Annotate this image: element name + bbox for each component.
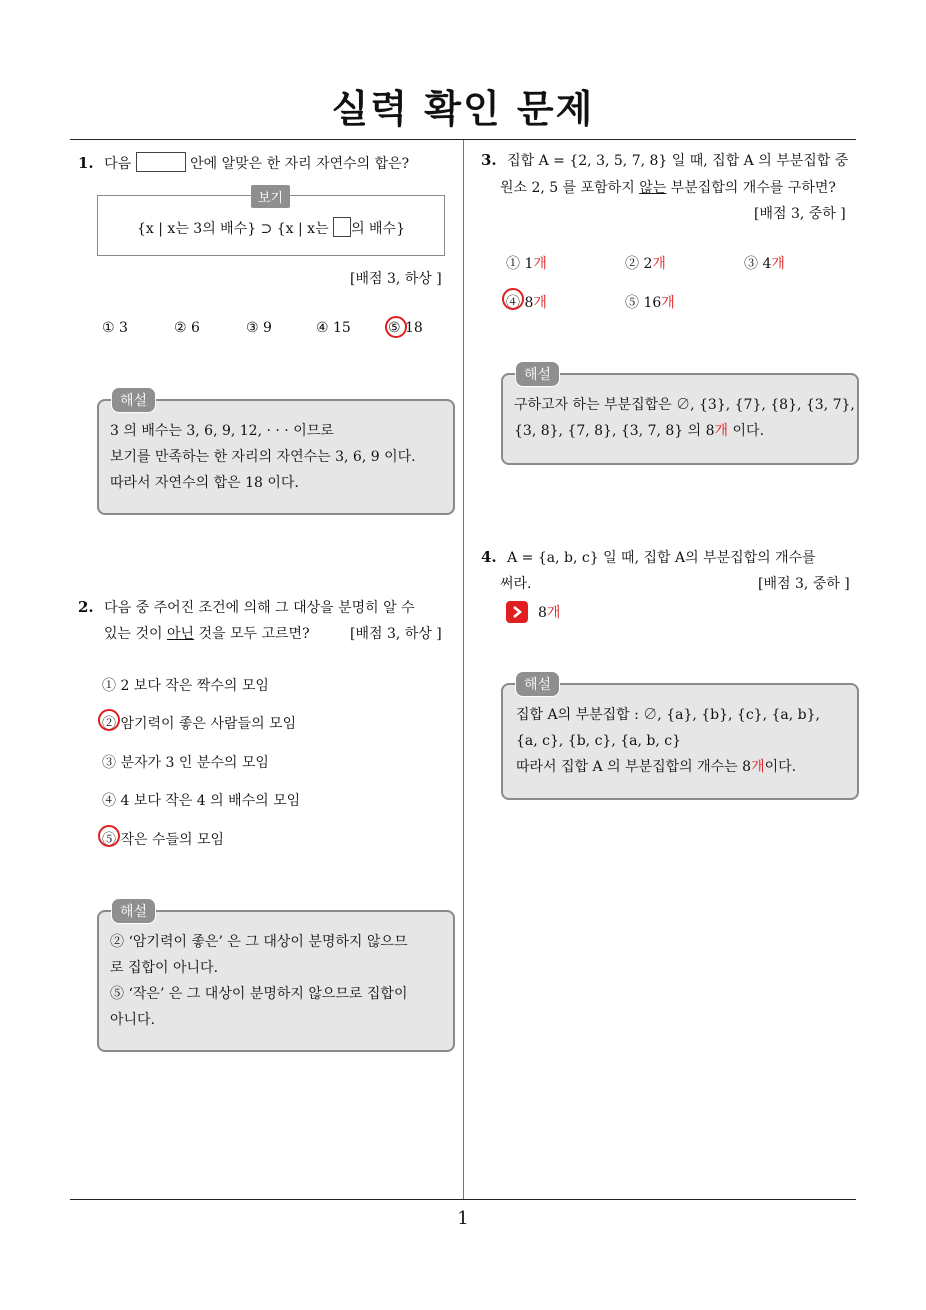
bogi-label: 보기 xyxy=(251,185,290,208)
q2-choice-4[interactable]: ④ 4 보다 작은 4 의 배수의 모임 xyxy=(102,793,301,809)
q4-number: 4. xyxy=(481,548,497,566)
q2-choice-2[interactable]: ② 암기력이 좋은 사람들의 모임 xyxy=(102,716,297,732)
page-title: 실력 확인 문제 xyxy=(331,87,595,131)
q1-solution-label: 해설 xyxy=(111,387,156,413)
answer-circle-mark xyxy=(98,825,120,847)
q3-question-line2: 원소 2, 5 를 포함하지 않는 부분집합의 개수를 구하면? xyxy=(500,180,836,196)
q3-question-line1: 3. 집합 A = {2, 3, 5, 7, 8} 일 때, 집합 A 의 부분집합 중 xyxy=(481,151,849,169)
q3-choice-3[interactable]: ③ 4개 xyxy=(744,256,785,272)
bottom-rule xyxy=(70,1199,856,1200)
q1-solution-text: 3 의 배수는 3, 6, 9, 12, · · · 이므로 보기를 만족하는 한 자리의 자연수는 3, 6, 9 이다. 따라서 자연수의 합은 18 이다. xyxy=(110,423,416,491)
bogi-content: {x | x는 3의 배수} ⊃ {x | x는 의 배수} xyxy=(97,217,445,238)
q1-choice-5[interactable]: ⑤ 18 xyxy=(388,320,423,336)
q1-score: [배점 3, 하상 ] xyxy=(350,271,442,287)
q3-number: 3. xyxy=(481,151,497,169)
q2-score: [배점 3, 하상 ] xyxy=(350,626,442,642)
q1-choice-3[interactable]: ③ 9 xyxy=(246,320,272,336)
q4-question-line1: 4. A = {a, b, c} 일 때, 집합 A의 부분집합의 개수를 xyxy=(481,548,816,566)
q3-solution-label: 해설 xyxy=(515,361,560,387)
answer-arrow-icon xyxy=(506,601,528,623)
q3-solution-text: 구하고자 하는 부분집합은 ∅, {3}, {7}, {8}, {3, 7}, {3, 8}, {7, 8}, {3, 7, 8} 의 8개 이다. xyxy=(514,397,855,439)
q1-choice-2[interactable]: ② 6 xyxy=(174,320,200,336)
q3-choice-2[interactable]: ② 2개 xyxy=(625,256,666,272)
answer-circle-mark xyxy=(98,709,120,731)
q2-choice-3[interactable]: ③ 분자가 3 인 분수의 모임 xyxy=(102,755,269,771)
q4-answer: 8개 xyxy=(538,605,561,621)
q3-score: [배점 3, 중하 ] xyxy=(754,206,846,222)
answer-circle-mark xyxy=(502,288,524,310)
q4-question-line2: 써라. xyxy=(500,576,532,592)
q2-question-line1: 2. 다음 중 주어진 조건에 의해 그 대상을 분명히 알 수 xyxy=(78,598,415,616)
q1-choice-4[interactable]: ④ 15 xyxy=(316,320,351,336)
q4-solution-text: 집합 A의 부분집합 : ∅, {a}, {b}, {c}, {a, b}, {a, c}, {b, c}, {a, b, c} 따라서 집합 A 의 부분집합의 개수는 8개이다. xyxy=(516,707,820,775)
q1-choice-1[interactable]: ① 3 xyxy=(102,320,128,336)
q2-solution-text: ② ‘암기력이 좋은’ 은 그 대상이 분명하지 않으므 로 집합이 아니다. ⑤ ‘작은’ 은 그 대상이 분명하지 않으므로 집합이 아니다. xyxy=(110,934,408,1028)
q2-choice-5[interactable]: ⑤ 작은 수들의 모임 xyxy=(102,832,225,848)
q3-choice-1[interactable]: ① 1개 xyxy=(506,256,547,272)
q3-choice-4[interactable]: ④ 8개 xyxy=(506,295,547,311)
q4-solution-label: 해설 xyxy=(515,671,560,697)
q1-number: 1. xyxy=(78,154,94,172)
q1-question: 1. 다음 안에 알맞은 한 자리 자연수의 합은? xyxy=(78,154,410,172)
q3-choice-5[interactable]: ⑤ 16개 xyxy=(625,295,675,311)
blank-box xyxy=(136,152,186,172)
page-number: 1 xyxy=(457,1208,469,1229)
answer-circle-mark xyxy=(385,316,407,338)
q2-solution-label: 해설 xyxy=(111,898,156,924)
q4-score: [배점 3, 중하 ] xyxy=(758,576,850,592)
q2-number: 2. xyxy=(78,598,94,616)
q2-question-line2: 있는 것이 아닌 것을 모두 고르면? xyxy=(104,626,310,642)
column-divider xyxy=(463,140,464,1200)
q2-choice-1[interactable]: ① 2 보다 작은 짝수의 모임 xyxy=(102,678,269,694)
blank-box-small xyxy=(333,217,351,237)
